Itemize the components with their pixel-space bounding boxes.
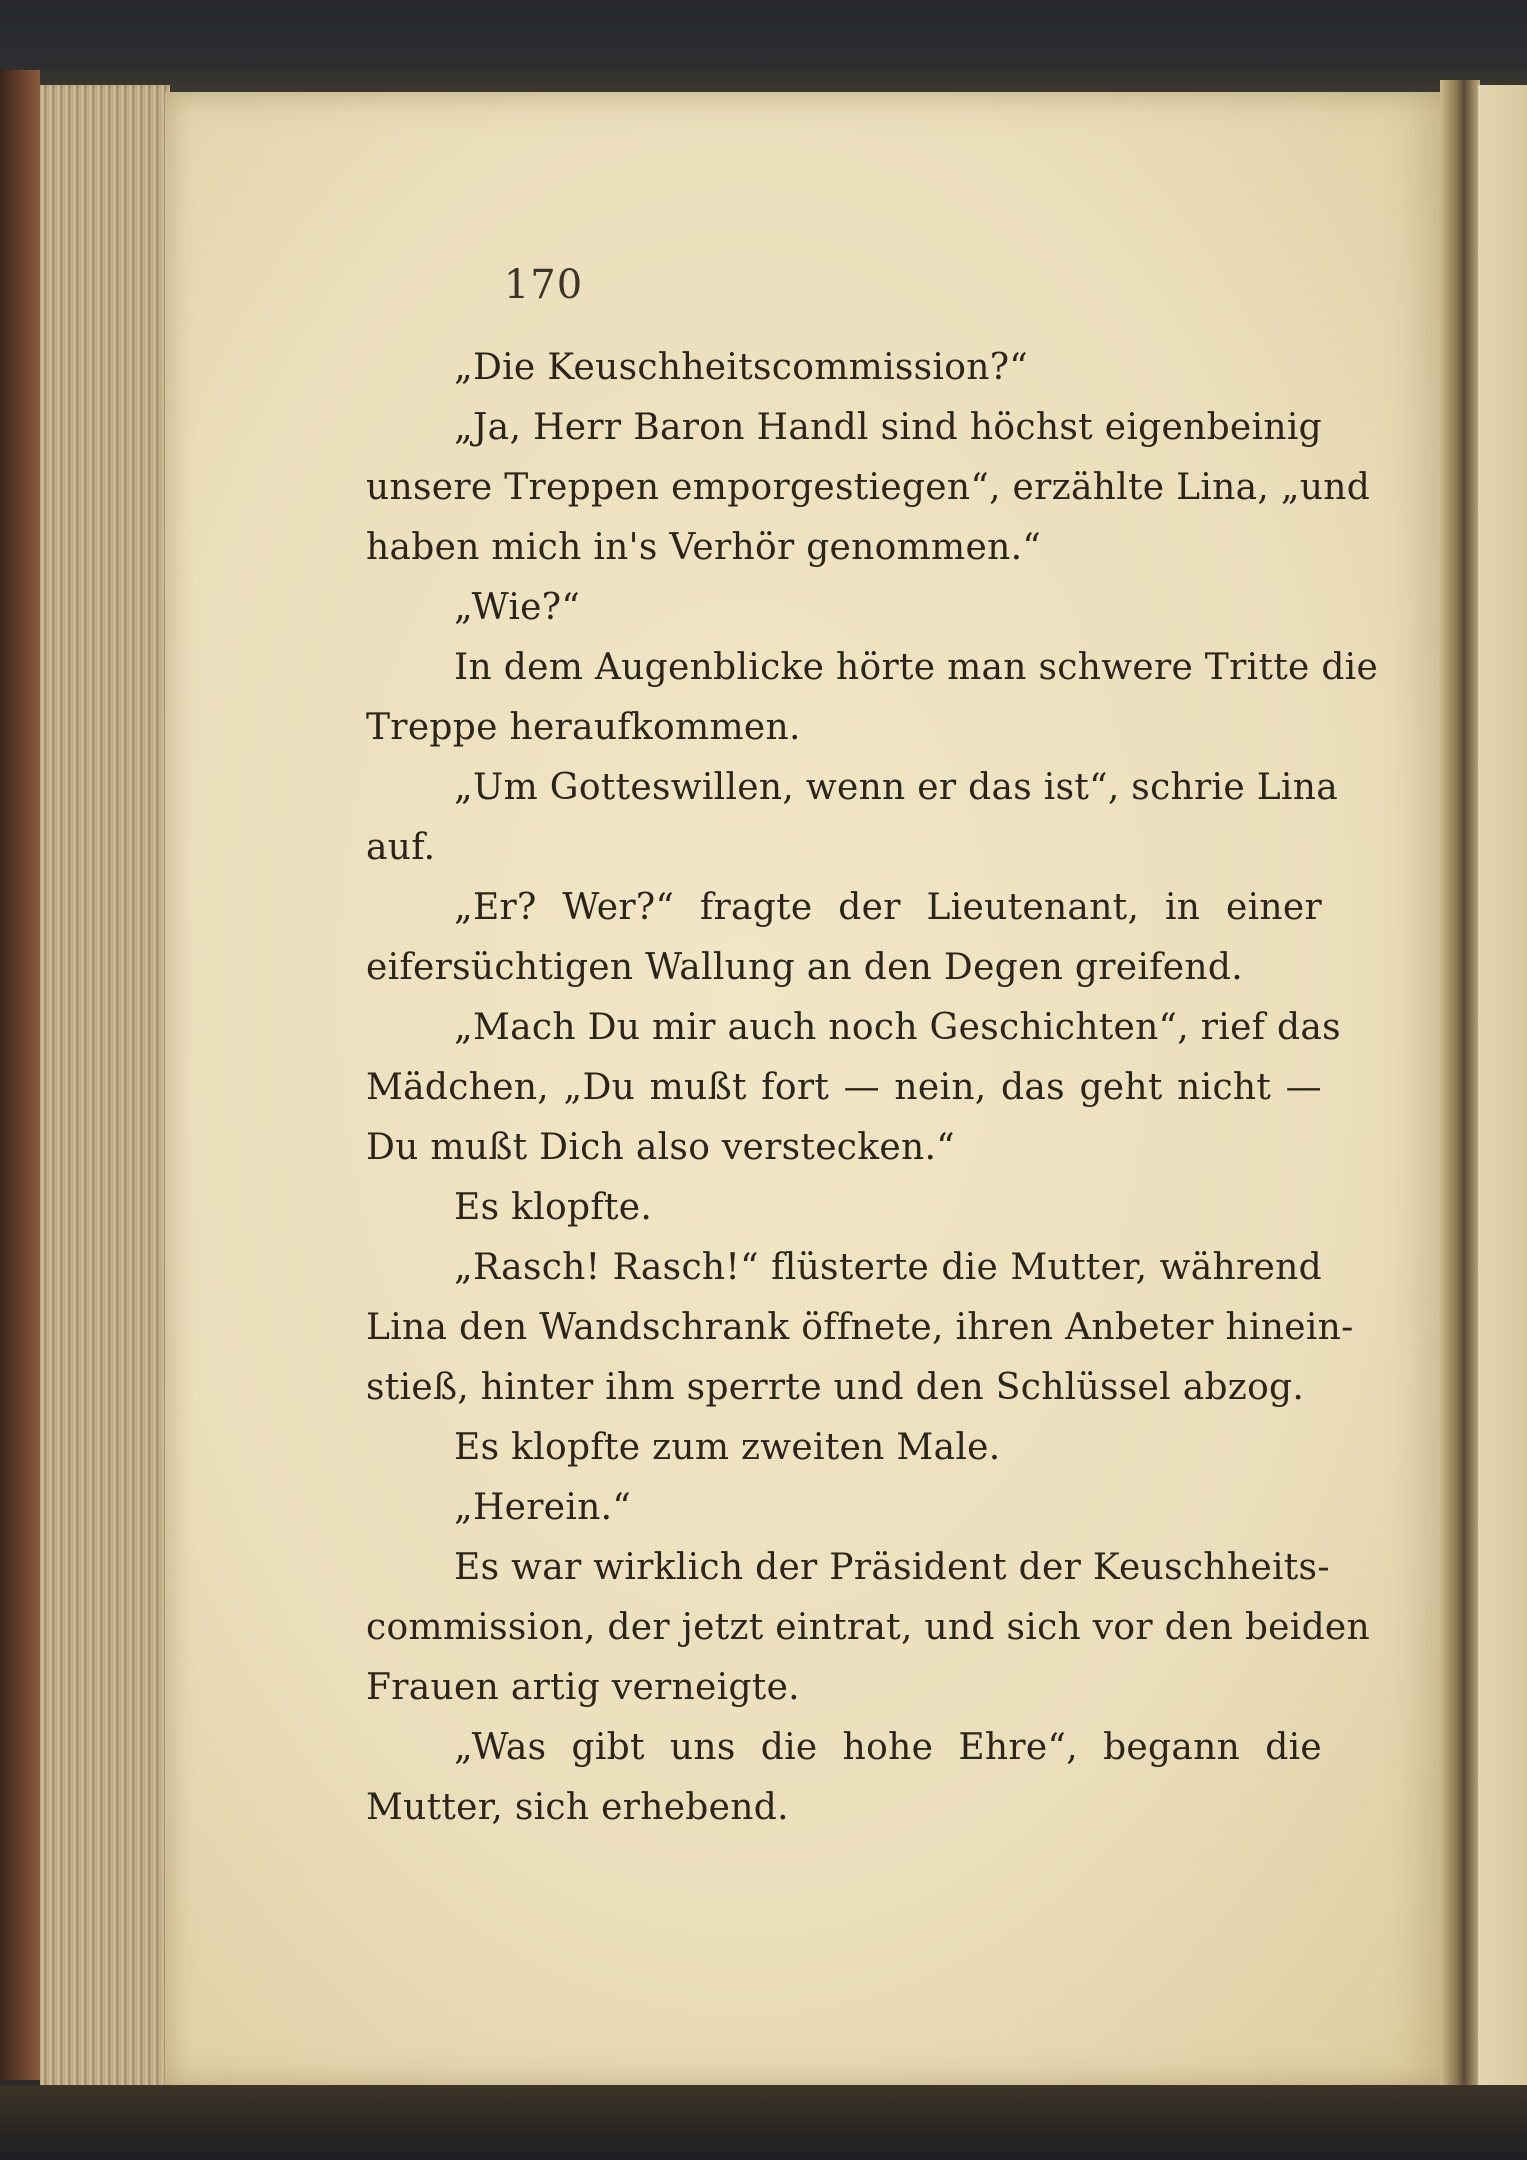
body-text bbox=[366, 338, 1379, 1838]
text-line: In dem Augenblicke hörte man schwere Tritte die bbox=[454, 647, 1379, 688]
book-gutter bbox=[1440, 80, 1480, 2090]
text-line: Du mußt Dich also verstecken.“ bbox=[366, 1127, 955, 1168]
text-line: „Er? Wer?“ fragte der Lieutenant, in einer bbox=[454, 887, 1322, 928]
text-line: „Herein.“ bbox=[454, 1487, 632, 1528]
text-line: stieß, hinter ihm sperrte und den Schlüssel abzog. bbox=[366, 1367, 1305, 1408]
text-line: „Mach Du mir auch noch Geschichten“, rief das bbox=[454, 1007, 1341, 1048]
text-line: Frauen artig verneigte. bbox=[366, 1667, 800, 1708]
text-line: „Die Keuschheitscommission?“ bbox=[454, 347, 1029, 388]
text-line: „Um Gotteswillen, wenn er das ist“, schrie Lina bbox=[454, 767, 1338, 808]
book-cover-edge bbox=[0, 70, 40, 2080]
bottom-shadow bbox=[0, 2085, 1527, 2160]
text-line: „Wie?“ bbox=[454, 587, 581, 628]
facing-page-edge bbox=[1478, 85, 1527, 2085]
text-line: eifersüchtigen Wallung an den Degen greifend. bbox=[366, 947, 1243, 988]
page-stack-edges bbox=[40, 85, 170, 2085]
text-line: Mutter, sich erhebend. bbox=[366, 1787, 789, 1828]
text-line: „Was gibt uns die hohe Ehre“, begann die bbox=[454, 1727, 1322, 1768]
text-line: Es klopfte zum zweiten Male. bbox=[454, 1427, 1001, 1468]
text-line: Treppe heraufkommen. bbox=[366, 707, 801, 748]
text-line: Es war wirklich der Präsident der Keuschheits- bbox=[454, 1547, 1330, 1588]
text-line: Lina den Wandschrank öffnete, ihren Anbeter hinein- bbox=[366, 1307, 1354, 1348]
text-line: „Ja, Herr Baron Handl sind höchst eigenbeinig bbox=[454, 407, 1322, 448]
text-line: auf. bbox=[366, 827, 436, 868]
text-line: Mädchen, „Du mußt fort — nein, das geht nicht — bbox=[366, 1067, 1322, 1108]
text-line: Es klopfte. bbox=[454, 1187, 653, 1228]
text-line: haben mich in's Verhör genommen.“ bbox=[366, 527, 1042, 568]
text-line: „Rasch! Rasch!“ flüsterte die Mutter, während bbox=[454, 1247, 1322, 1288]
text-line: commission, der jetzt eintrat, und sich vor den beiden bbox=[366, 1607, 1371, 1648]
text-line: unsere Treppen emporgestiegen“, erzählte Lina, „und bbox=[366, 467, 1371, 508]
page-number: 170 bbox=[503, 262, 584, 308]
